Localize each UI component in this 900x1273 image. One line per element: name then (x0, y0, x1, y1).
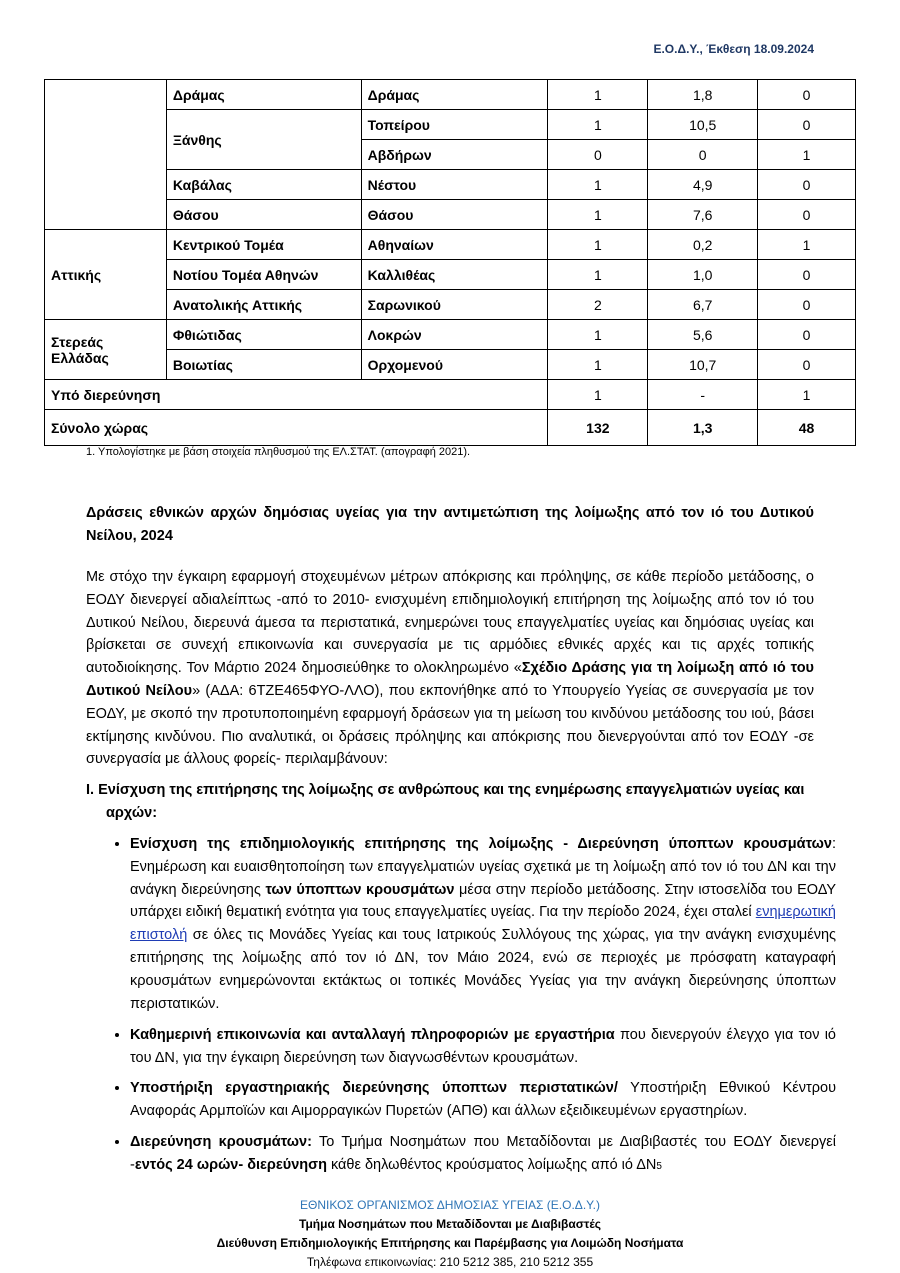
cases-cell: 1 (548, 320, 648, 350)
bullet-list (108, 1131, 836, 1179)
page-number: 5 (656, 1160, 662, 1172)
deaths-cell: 0 (758, 80, 856, 110)
incidence-cell: 7,6 (648, 200, 758, 230)
incidence-cell: 5,6 (648, 320, 758, 350)
total-row (45, 410, 856, 446)
deaths-cell: 0 (758, 110, 856, 140)
information-letter-link[interactable]: ενημερωτική επιστολή (130, 904, 836, 944)
section-title: Δράσεις εθνικών αρχών δημόσιας υγείας για την αντιμετώπιση της λοίμωξης από τον ιό του Δυτικού Νείλου, 2024 (86, 505, 814, 544)
cases-cell: 1 (548, 260, 648, 290)
cases-cell: 0 (548, 140, 648, 170)
incidence-cell: 0,2 (648, 230, 758, 260)
list-item: • Υποστήριξη εργαστηριακής διερεύνησης ύποπτων περιστατικών/ Υποστήριξη Εθνικού Κέντρου Αναφοράς Αρμποϊών και Αιμορραγικών Πυρετών (ΑΠΘ) και άλλων εξειδικευμένων εργαστηρίων. (130, 1077, 836, 1123)
table-row (45, 290, 856, 320)
total-incidence: 1,3 (648, 410, 758, 446)
pending-label: Υπό διερεύνηση (45, 380, 548, 410)
municipality-cell: Θάσου (361, 200, 548, 230)
incidence-cell: 4,9 (648, 170, 758, 200)
total-label: Σύνολο χώρας (45, 410, 548, 446)
municipality-cell: Τοπείρου (361, 110, 548, 140)
incidence-cell: 1,8 (648, 80, 758, 110)
list-item: • Διερεύνηση κρουσμάτων: Το Τμήμα Νοσημάτων που Μεταδίδονται με Διαβιβαστές του ΕΟΔΥ διενεργεί -εντός 24 ωρών- διερεύνηση κάθε δηλωθέντος κρούσματος λοίμωξης από ιό ΔΝ5 (130, 1131, 836, 1179)
total-cases: 132 (548, 410, 648, 446)
incidence-cell: 6,7 (648, 290, 758, 320)
cases-cell: 1 (548, 170, 648, 200)
footer-department: Τμήμα Νοσημάτων που Μεταδίδονται με Διαβιβαστές (299, 1217, 601, 1231)
table-row (45, 230, 856, 260)
municipality-cell: Δράμας (361, 80, 548, 110)
region-cell (45, 80, 167, 230)
cases-cell: 1 (548, 380, 648, 410)
cases-cell: 2 (548, 290, 648, 320)
footer-org: ΕΘΝΙΚΟΣ ΟΡΓΑΝΙΣΜΟΣ ΔΗΜΟΣΙΑΣ ΥΓΕΙΑΣ (Ε.Ο.Δ.Υ.) (300, 1198, 600, 1212)
unit-cell: Ανατολικής Αττικής (166, 290, 361, 320)
list-item: • Ενίσχυση της επιδημιολογικής επιτήρησης της λοίμωξης - Διερεύνηση ύποπτων κρουσμάτων: Ενημέρωση και ευαισθητοποίηση των επαγγελματιών υγείας σχετικά με τη λοίμωξη από τον ιό του ΔΝ και την ανάγκη διερεύνησης των ύποπτων κρουσμάτων μέσα στην περίοδο μετάδοσης. Στην ιστοσελίδα του ΕΟΔΥ υπάρχει ειδική θεματική ενότητα για τους επαγγελματίες υγείας. Για την περίοδο 2024, έχει σταλεί ενημερωτική επιστολή σε όλες τις Μονάδες Υγείας και τους Ιατρικούς Συλλόγους της χώρας, για την ανάγκη ενισχυμένης επιτήρησης της λοίμωξης από τον ιό ΔΝ, τον Μάιο 2024, ενώ σε περιοχές με πρόσφατη καταγραφή κρουσμάτων ενημερώνονται εκτάκτως οι τοπικές Μονάδες Υγείας για την ανάγκη διερεύνησης ύποπτων περιστατικών. (130, 833, 836, 1015)
unit-cell: Φθιώτιδας (166, 320, 361, 350)
cases-cell: 1 (548, 80, 648, 110)
region-cell: Αττικής (45, 230, 167, 320)
unit-cell: Καβάλας (166, 170, 361, 200)
list-item: • Καθημερινή επικοινωνία και ανταλλαγή πληροφοριών με εργαστήρια που διενεργούν έλεγχο για τον ιό του ΔΝ, για την έγκαιρη διερεύνηση των διαγνωσθέντων κρουσμάτων. (130, 1024, 836, 1070)
deaths-cell: 0 (758, 290, 856, 320)
cases-cell: 1 (548, 110, 648, 140)
footer-directorate: Διεύθυνση Επιδημιολογικής Επιτήρησης και Παρέμβασης για Λοιμώδη Νοσήματα (216, 1236, 684, 1250)
cases-cell: 1 (548, 230, 648, 260)
incidence-cell: 1,0 (648, 260, 758, 290)
footer-phone: Τηλέφωνα επικοινωνίας: 210 5212 385, 210 5212 355 (306, 1255, 594, 1269)
total-deaths: 48 (758, 410, 856, 446)
table-footnote: 1. Υπολογίστηκε με βάση στοιχεία πληθυσμού της ΕΛ.ΣΤΑΤ. (απογραφή 2021). (86, 446, 471, 458)
bullet-list (108, 1077, 836, 1123)
table-row (45, 320, 856, 350)
incidence-cell: - (648, 380, 758, 410)
incidence-cell: 10,7 (648, 350, 758, 380)
deaths-cell: 0 (758, 200, 856, 230)
cases-cell: 1 (548, 200, 648, 230)
deaths-cell: 0 (758, 320, 856, 350)
table-row (45, 200, 856, 230)
report-header: Ε.Ο.Δ.Υ., Έκθεση 18.09.2024 (653, 42, 814, 56)
municipality-cell: Λοκρών (361, 320, 548, 350)
deaths-cell: 0 (758, 260, 856, 290)
unit-cell: Ξάνθης (166, 110, 361, 170)
unit-cell: Θάσου (166, 200, 361, 230)
incidence-cell: 10,5 (648, 110, 758, 140)
bullet-list (108, 833, 836, 1015)
table-row (45, 260, 856, 290)
municipality-cell: Αθηναίων (361, 230, 548, 260)
deaths-cell: 0 (758, 170, 856, 200)
unit-cell: Νοτίου Τομέα Αθηνών (166, 260, 361, 290)
cases-table (44, 79, 856, 446)
municipality-cell: Σαρωνικού (361, 290, 548, 320)
cases-cell: 1 (548, 350, 648, 380)
unit-cell: Δράμας (166, 80, 361, 110)
unit-cell: Βοιωτίας (166, 350, 361, 380)
table-row (45, 80, 856, 110)
municipality-cell: Καλλιθέας (361, 260, 548, 290)
intro-paragraph: Με στόχο την έγκαιρη εφαρμογή στοχευμένων μέτρων απόκρισης και πρόληψης, σε κάθε περίοδο μετάδοσης, ο ΕΟΔΥ διενεργεί αδιαλείπτως -από το 2010- ενισχυμένη επιδημιολογική επιτήρηση της λοίμωξης από τον ιό του Δυτικού Νείλου, διερευνά άμεσα τα περιστατικά, ενημερώνει τους επαγγελματίες υγείας και δημόσιας υγείας και βρίσκεται σε συνεχή επικοινωνία και συνεργασία με τις αρμόδιες εθνικές αρχές και τις αρχές τοπικής αυτοδιοίκησης. Τον Μάρτιο 2024 δημοσιεύθηκε το ολοκληρωμένο «Σχέδιο Δράσης για τη λοίμωξη από ιό του Δυτικού Νείλου» (ΑΔΑ: 6ΤΖΕ465ΦΥΟ-ΛΛΟ), που εκπονήθηκε από το Υπουργείο Υγείας σε συνεργασία με τον ΕΟΔΥ, με σκοπό την προτυποποιημένη εφαρμογή δράσεων για τη μείωση του κινδύνου μετάδοσης του ιού, βάσει εκτίμησης κινδύνου. Πιο αναλυτικά, οι δράσεις πρόληψης και απόκρισης που διενεργούνται από τον ΕΟΔΥ -σε συνεργασία με άλλους φορείς- περιλαμβάνουν: (86, 569, 814, 768)
deaths-cell: 1 (758, 140, 856, 170)
pending-row (45, 380, 856, 410)
table-row (45, 170, 856, 200)
municipality-cell: Ορχομενού (361, 350, 548, 380)
table-row (45, 350, 856, 380)
deaths-cell: 0 (758, 350, 856, 380)
municipality-cell: Νέστου (361, 170, 548, 200)
deaths-cell: 1 (758, 380, 856, 410)
region-cell: Στερεάς Ελλάδας (45, 320, 167, 380)
incidence-cell: 0 (648, 140, 758, 170)
subsection-heading: I. Ενίσχυση της επιτήρησης της λοίμωξης σε ανθρώπους και της ενημέρωσης επαγγελματιών υγείας και αρχών: (86, 782, 805, 821)
municipality-cell: Αβδήρων (361, 140, 548, 170)
deaths-cell: 1 (758, 230, 856, 260)
table-row (45, 110, 856, 140)
bullet-list (108, 1024, 836, 1070)
unit-cell: Κεντρικού Τομέα (166, 230, 361, 260)
